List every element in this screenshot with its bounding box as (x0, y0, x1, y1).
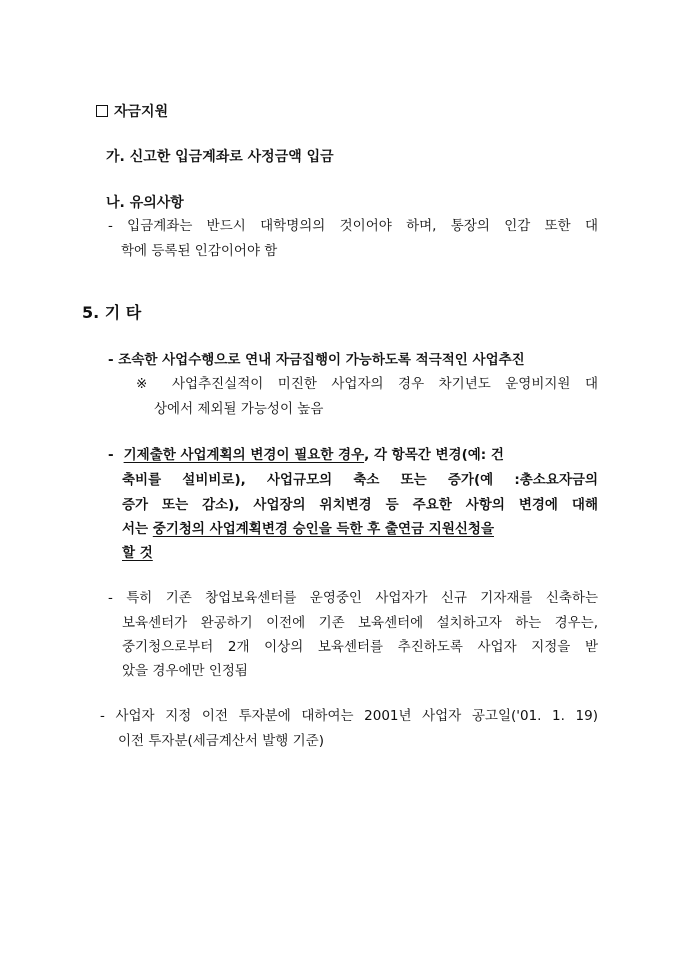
section-5-item-2-line-4 (122, 519, 494, 539)
section-5-item-3-line-2: 보육센터가 완공하기 이전에 기존 보육센터에 설치하고자 하는 경우는, (122, 615, 598, 631)
item-2-rest-text-1: , 각 항목간 변경(예: 건 (364, 447, 504, 463)
section-5-item-4-line-1: - 사업자 지정 이전 투자분에 대하여는 2001년 사업자 공고일('01. 1. 19) (100, 708, 598, 724)
section-5-item-2-line-3: 증가 또는 감소), 사업장의 위치변경 등 주요한 사항의 변경에 대해 (122, 497, 598, 513)
section-funding-title-text: 자금지원 (114, 104, 169, 120)
section-5-item-3-line-1: - 특히 기존 창업보육센터를 운영중인 사업자가 신규 기자재를 신축하는 (108, 590, 598, 606)
section-5-item-4-line-2: 이전 투자분(세금계산서 발행 기준) (118, 733, 324, 749)
section-5-item-3-line-4: 았을 경우에만 인정됨 (122, 663, 248, 679)
section-5-item-3-line-3: 중기청으로부터 2개 이상의 보육센터를 추진하도록 사업자 지정을 받 (122, 639, 598, 655)
section-5-item-2-line-2: 축비를 설비비로), 사업규모의 축소 또는 증가(예 :총소요자금의 (122, 472, 598, 488)
section-5-item-2-line-5: 할 것 (122, 545, 153, 561)
section-5-item-1-note-line-2: 상에서 제외될 가능성이 높음 (154, 401, 324, 417)
section-5-heading: 5. 기 타 (82, 303, 142, 322)
funding-item-ga: 가. 신고한 입금계좌로 사정금액 입금 (106, 149, 334, 165)
funding-note-line-1: - 입금계좌는 반드시 대학명의의 것이어야 하며, 통장의 인감 또한 대 (108, 218, 598, 234)
funding-note-line-2: 학에 등록된 인감이어야 함 (121, 243, 278, 259)
section-funding-title (96, 102, 168, 122)
checkbox-square-icon (96, 105, 108, 117)
section-5-item-1-note-line-1: ※ 사업추진실적이 미진한 사업자의 경우 차기년도 운영비지원 대 (136, 376, 598, 392)
item-2-line-4-underlined: 중기청의 사업계획변경 승인을 득한 후 출연금 지원신청을 (152, 521, 494, 537)
funding-item-na: 나. 유의사항 (106, 195, 184, 211)
section-5-item-1: - 조속한 사업수행으로 연내 자금집행이 가능하도록 적극적인 사업추진 (108, 352, 525, 368)
item-2-underlined-text-1: 기제출한 사업계획의 변경이 필요한 경우 (123, 447, 365, 463)
item-2-dash: - (108, 447, 114, 463)
section-5-item-2-line-1 (108, 445, 598, 465)
item-2-line-4-plain: 서는 (122, 521, 153, 537)
